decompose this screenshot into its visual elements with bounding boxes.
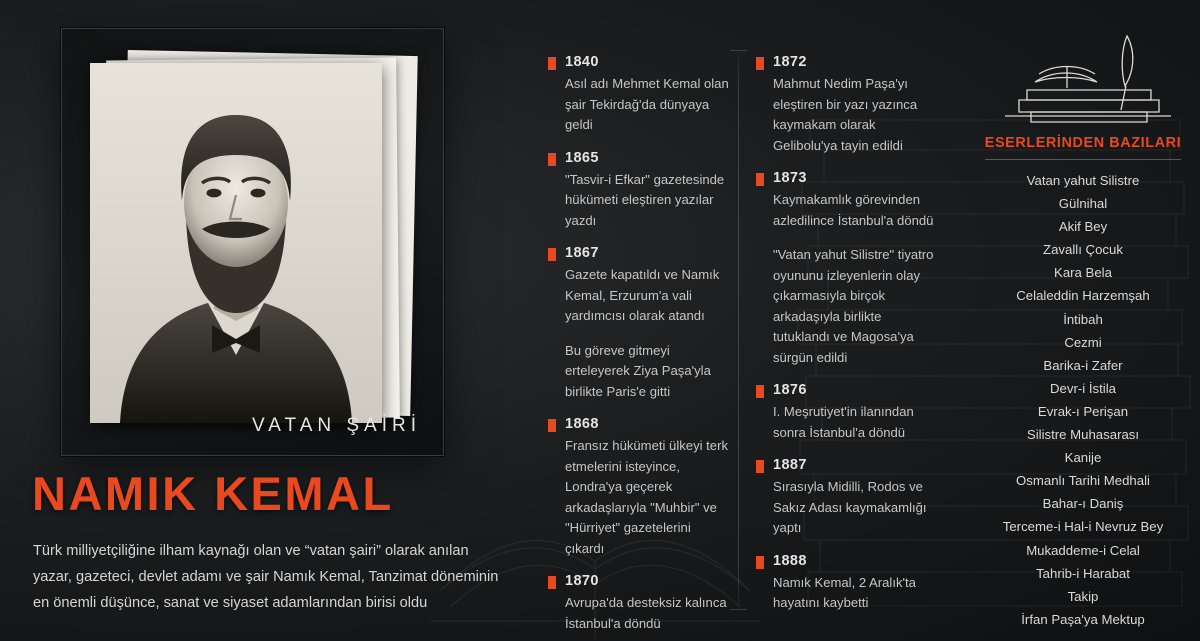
timeline-text: Kaymakamlık görevinden azledilince İstanbul'a döndü (773, 192, 934, 228)
timeline-marker-icon (548, 57, 556, 70)
timeline-text: "Tasvir-i Efkar" gazetesinde hükümeti eleştiren yazılar yazdı (565, 171, 725, 228)
list-item: Kara Bela (1054, 265, 1112, 281)
timeline-text: Mahmut Nedim Paşa'yı eleştiren bir yazı yazınca kaymakam olarak Gelibolu'ya tayin edildi (773, 76, 918, 153)
timeline-year: 1888 (773, 552, 807, 569)
timeline-marker-icon (548, 248, 556, 261)
timeline-entry (548, 573, 730, 634)
list-item: Zavallı Çocuk (1043, 242, 1123, 258)
timeline-marker-icon (756, 460, 764, 473)
timeline-entry (548, 150, 730, 232)
portrait-frame (61, 28, 444, 456)
list-item: Mukaddeme-i Celal (1026, 542, 1140, 558)
list-item: Celaleddin Harzemşah (1016, 288, 1150, 304)
quill-and-books-icon (975, 30, 1191, 126)
timeline-text: Bu göreve gitmeyi erteleyerek Ziya Paşa'yla birlikte Paris'e gitti (565, 342, 711, 399)
timeline-column-2 (756, 54, 938, 628)
timeline-year: 1867 (565, 245, 599, 261)
timeline-entry (756, 382, 938, 443)
timeline-text: Asıl adı Mehmet Kemal olan şair Tekirdağ'da dünyaya geldi (565, 76, 729, 132)
timeline-year: 1868 (565, 416, 599, 432)
timeline-year: 1865 (565, 149, 599, 166)
timeline-marker-icon (548, 153, 556, 166)
list-item: Terceme-i Hal-i Nevruz Bey (1002, 519, 1164, 535)
timeline-marker-icon (756, 57, 764, 70)
page-title: NAMIK KEMAL (32, 467, 394, 520)
list-item: Kanije (1064, 450, 1102, 466)
namik-kemal-portrait-photo (90, 63, 382, 423)
timeline-entry (756, 170, 938, 368)
list-item: Vatan yahut Silistre (1026, 173, 1140, 188)
timeline-marker-icon (756, 173, 764, 186)
timeline-marker-icon (548, 576, 556, 589)
timeline-text: Sırasıyla Midilli, Rodos ve Sakız Adası kaymakamlığı yaptı (773, 479, 927, 535)
list-item: Barika-i Zafer (1043, 357, 1123, 373)
timeline-text: Gazete kapatıldı ve Namık Kemal, Erzurum'a vali yardımcısı olarak atandı (565, 267, 720, 323)
timeline-entry (548, 245, 730, 402)
timeline-marker-icon (548, 419, 556, 432)
description-text: Türk milliyetçiliğine ilham kaynağı olan ve “vatan şairi” olarak anılan yazar, gazeteci, devlet adamı ve şair Namık Kemal, Tanzimat döneminin en önemli düşünce, sanat ve siyaset adamlarından birisi oldu (33, 543, 499, 611)
photo-stack (90, 63, 390, 423)
timeline-text: I. Meşrutiyet'in ilanından sonra İstanbul'a döndü (773, 404, 914, 440)
list-item: Akif Bey (1058, 219, 1108, 235)
list-item: Osmanlı Tarihi Medhali (1016, 473, 1150, 489)
timeline-entry (756, 553, 938, 614)
timeline-year: 1876 (773, 382, 807, 398)
list-item: Devr-i İstila (1050, 380, 1116, 396)
works-panel (975, 30, 1191, 631)
timeline-marker-icon (756, 556, 764, 569)
timeline-divider (738, 50, 739, 610)
works-list (975, 169, 1191, 631)
timeline-year: 1870 (565, 573, 599, 589)
timeline-year: 1872 (773, 54, 807, 70)
timeline-text: Avrupa'da desteksiz kalınca İstanbul'a döndü (565, 595, 727, 631)
list-item: Bahar-ı Daniş (1042, 496, 1124, 512)
list-item: Gülnihal (1058, 196, 1108, 212)
timeline-entry (756, 54, 938, 156)
timeline-column-1 (548, 54, 730, 641)
list-item: Tahrib-i Harabat (1036, 565, 1130, 581)
list-item: İntibah (1063, 311, 1103, 327)
timeline-year: 1873 (773, 170, 807, 186)
portrait-caption: VATAN ŞAİRİ (251, 415, 421, 436)
list-item: Silistre Muhasarası (1026, 427, 1140, 443)
list-item: Evrak-ı Perişan (1037, 403, 1129, 419)
timeline (548, 54, 958, 634)
list-item: İrfan Paşa'ya Mektup (1021, 611, 1145, 627)
list-item: Takip (1067, 588, 1099, 604)
list-item: Cezmi (1064, 334, 1102, 350)
timeline-entry (548, 416, 730, 559)
timeline-text: Namık Kemal, 2 Aralık'ta hayatını kaybetti (773, 574, 916, 610)
timeline-marker-icon (756, 385, 764, 398)
timeline-entry (548, 54, 730, 136)
timeline-entry (756, 457, 938, 539)
timeline-year: 1887 (773, 457, 807, 473)
timeline-text: "Vatan yahut Silistre" tiyatro oyununu izleyenlerin olay çıkarmasıyla birçok arkadaşıyla birlikte tutuklandı ve Magosa'ya sürgün edildi (773, 247, 934, 365)
timeline-text: Fransız hükümeti ülkeyi terk etmelerini isteyince, Londra'ya geçerek arkadaşlarıyla "Muhbir" ve "Hürriyet" gazetelerini çıkardı (565, 438, 729, 556)
timeline-year: 1840 (565, 54, 599, 70)
works-title: ESERLERİNDEN BAZILARI (984, 135, 1182, 151)
works-title-underline (985, 159, 1181, 160)
